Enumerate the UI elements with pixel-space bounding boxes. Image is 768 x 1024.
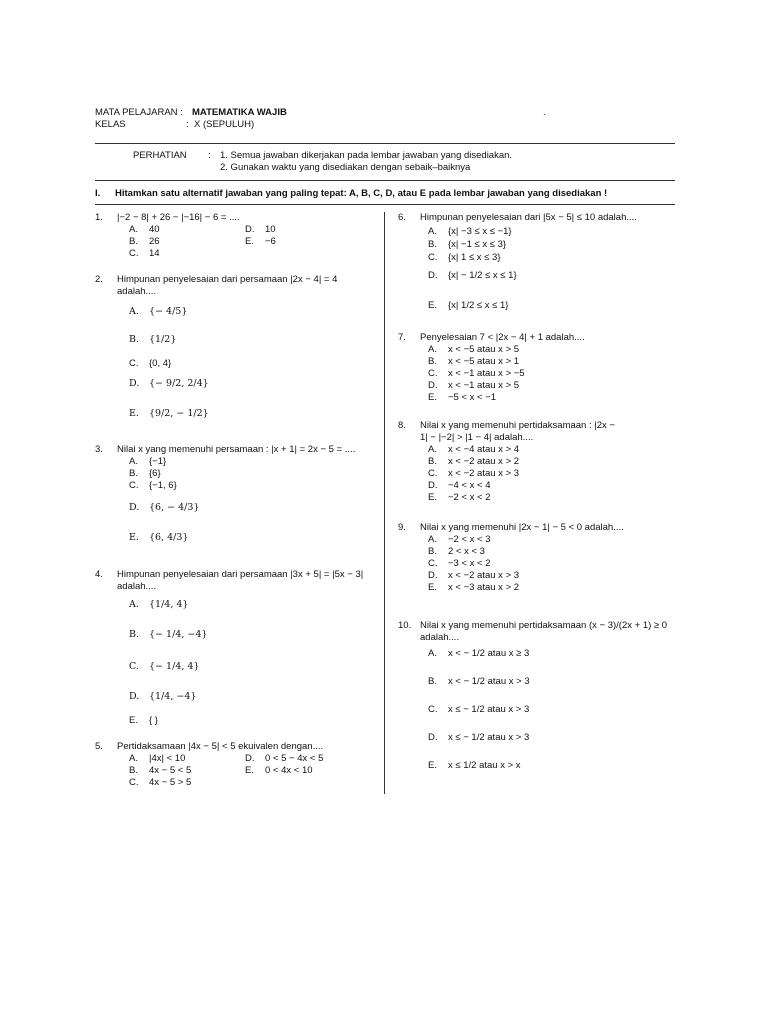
option-e[interactable]: E. {x| 1/2 ≤ x ≤ 1}	[428, 300, 509, 311]
option-d[interactable]: D. x < −1 atau x > 5	[428, 380, 520, 391]
option-c[interactable]: C. 14	[129, 248, 160, 259]
column-divider	[384, 212, 385, 794]
section-number: I.	[95, 188, 101, 199]
option-a[interactable]: A. {− 4/5}	[129, 306, 188, 317]
question-text: |−2 − 8| + 26 − |−16| − 6 = ....	[117, 212, 240, 223]
option-e[interactable]: E. {6, 4/3}	[129, 532, 189, 543]
option-e[interactable]: E. −2 < x < 2	[428, 492, 491, 503]
option-b[interactable]: B. {6}	[129, 468, 161, 479]
class-value: X (SEPULUH)	[194, 119, 255, 130]
option-c[interactable]: C. {x| 1 ≤ x ≤ 3}	[428, 252, 501, 263]
option-b[interactable]: B. {1/2}	[129, 334, 177, 345]
option-a[interactable]: A. |4x| < 10	[129, 753, 186, 764]
subject-value: MATEMATIKA WAJIB	[192, 107, 287, 118]
question-text: Nilai x yang memenuhi pertidaksamaan : |2x − 1| − |−2| > |1 − 4| adalah....	[420, 420, 615, 443]
header-divider	[95, 143, 675, 144]
option-c[interactable]: C. −3 < x < 2	[428, 558, 491, 569]
question-number: 9.	[398, 522, 406, 533]
section-divider	[95, 204, 675, 205]
option-d[interactable]: D. x < −2 atau x > 3	[428, 570, 520, 581]
option-a[interactable]: A. {1/4, 4}	[129, 599, 189, 610]
option-c[interactable]: C. {− 1/4, 4}	[129, 661, 200, 672]
option-b[interactable]: B. x < −5 atau x > 1	[428, 356, 520, 367]
question-number: 2.	[95, 274, 103, 285]
question-number: 8.	[398, 420, 406, 431]
option-d[interactable]: D. 0 < 5 − 4x < 5	[245, 753, 324, 764]
class-colon: :	[186, 119, 189, 130]
question-text: Himpunan penyelesaian dari |5x − 5| ≤ 10 adalah....	[420, 212, 637, 223]
right-column	[398, 212, 683, 802]
question-number: 10.	[398, 620, 412, 631]
attention-item-1: 1. Semua jawaban dikerjakan pada lembar jawaban yang disediakan.	[220, 150, 513, 161]
option-b[interactable]: B. x < − 1/2 atau x > 3	[428, 676, 530, 687]
question-text: Nilai x yang memenuhi persamaan : |x + 1| = 2x − 5 = ....	[117, 444, 356, 455]
question-number: 4.	[95, 569, 103, 580]
option-c[interactable]: C. {0, 4}	[129, 358, 172, 369]
option-b[interactable]: B. 26	[129, 236, 160, 247]
subject-label: MATA PELAJARAN :	[95, 107, 183, 118]
option-d[interactable]: D. {x| − 1/2 ≤ x ≤ 1}	[428, 270, 517, 281]
option-a[interactable]: A. 40	[129, 224, 160, 235]
option-c[interactable]: C. x ≤ − 1/2 atau x > 3	[428, 704, 530, 715]
question-text: Penyelesaian 7 < |2x − 4| + 1 adalah....	[420, 332, 585, 343]
option-a[interactable]: A. x < − 1/2 atau x ≥ 3	[428, 648, 530, 659]
option-c[interactable]: C. {−1, 6}	[129, 480, 177, 491]
option-a[interactable]: A. {x| −3 ≤ x ≤ −1}	[428, 226, 512, 237]
option-e[interactable]: E. {9/2, − 1/2}	[129, 408, 209, 419]
option-e[interactable]: E. −6	[245, 236, 276, 247]
class-label: KELAS	[95, 119, 126, 130]
option-c[interactable]: C. x < −2 atau x > 3	[428, 468, 520, 479]
attention-divider	[95, 180, 675, 181]
option-e[interactable]: E. −5 < x < −1	[428, 392, 497, 403]
option-b[interactable]: B. 4x − 5 < 5	[129, 765, 192, 776]
option-d[interactable]: D. {1/4, −4}	[129, 691, 197, 702]
option-d[interactable]: D. {6, − 4/3}	[129, 502, 200, 513]
question-number: 5.	[95, 741, 103, 752]
option-a[interactable]: A. −2 < x < 3	[428, 534, 491, 545]
question-number: 1.	[95, 212, 103, 223]
question-number: 6.	[398, 212, 406, 223]
question-text: Pertidaksamaan |4x − 5| < 5 ekuivalen dengan....	[117, 741, 324, 752]
section-instruction: Hitamkan satu alternatif jawaban yang paling tepat: A, B, C, D, atau E pada lembar jawaban yang disediakan !	[115, 188, 608, 199]
question-text: Nilai x yang memenuhi |2x − 1| − 5 < 0 adalah....	[420, 522, 624, 533]
option-d[interactable]: D. x ≤ − 1/2 atau x > 3	[428, 732, 530, 743]
option-a[interactable]: A. {−1}	[129, 456, 167, 467]
option-a[interactable]: A. x < −5 atau x > 5	[428, 344, 520, 355]
option-d[interactable]: D. 10	[245, 224, 276, 235]
question-text: Himpunan penyelesaian dari persamaan |2x − 4| = 4 adalah....	[117, 274, 338, 297]
option-d[interactable]: D. −4 < x < 4	[428, 480, 491, 491]
option-b[interactable]: B. {− 1/4, −4}	[129, 629, 208, 640]
attention-item-2: 2. Gunakan waktu yang disediakan dengan sebaik–baiknya	[220, 162, 471, 173]
option-b[interactable]: B. {x| −1 ≤ x ≤ 3}	[428, 239, 507, 250]
option-d[interactable]: D. {− 9/2, 2/4}	[129, 378, 209, 389]
option-e[interactable]: E. { }	[129, 715, 158, 726]
question-number: 3.	[95, 444, 103, 455]
option-b[interactable]: B. x < −2 atau x > 2	[428, 456, 520, 467]
option-b[interactable]: B. 2 < x < 3	[428, 546, 485, 557]
option-e[interactable]: E. 0 < 4x < 10	[245, 765, 313, 776]
top-dot: .	[543, 107, 546, 118]
attention-label: PERHATIAN	[133, 150, 187, 161]
question-text: Himpunan penyelesaian dari persamaan |3x + 5| = |5x − 3| adalah....	[117, 569, 364, 592]
question-text: Nilai x yang memenuhi pertidaksamaan (x − 3)/(2x + 1) ≥ 0 adalah....	[420, 620, 668, 643]
left-column	[95, 212, 380, 802]
option-a[interactable]: A. x < −4 atau x > 4	[428, 444, 520, 455]
question-number: 7.	[398, 332, 406, 343]
option-e[interactable]: E. x ≤ 1/2 atau x > x	[428, 760, 521, 771]
attention-colon: :	[208, 150, 211, 161]
option-c[interactable]: C. x < −1 atau x > −5	[428, 368, 525, 379]
option-e[interactable]: E. x < −3 atau x > 2	[428, 582, 520, 593]
option-c[interactable]: C. 4x − 5 > 5	[129, 777, 192, 788]
